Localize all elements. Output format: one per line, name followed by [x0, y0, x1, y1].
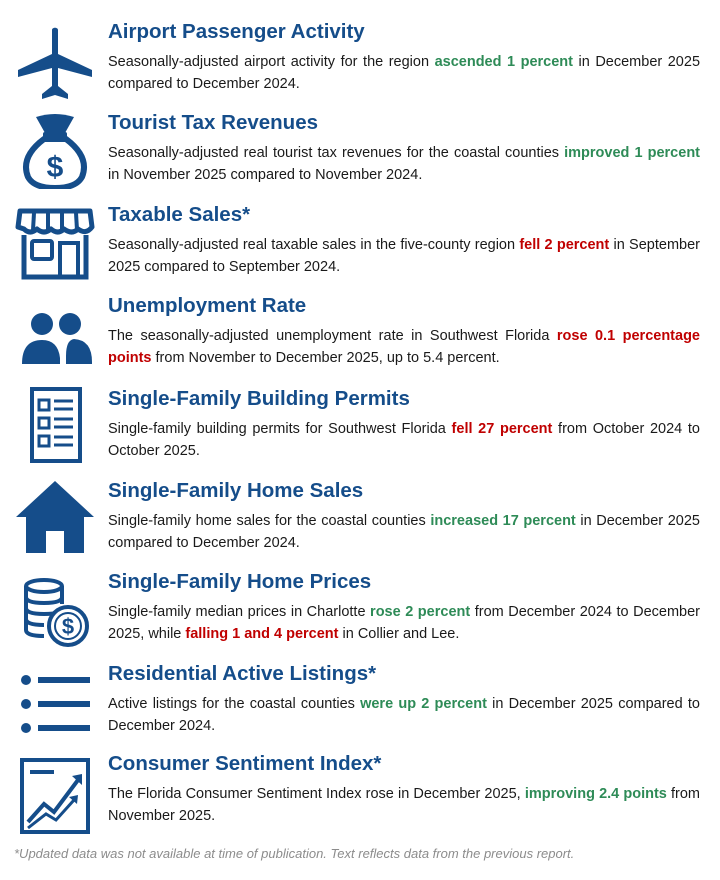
highlight-negative: fell 2 percent [519, 237, 610, 253]
permit-document-icon [14, 387, 96, 463]
item-title: Single-Family Building Permits [108, 387, 410, 410]
item-description: Seasonally-adjusted airport activity for the region ascended 1 percent in December 2025 compared to December 2024. [108, 54, 701, 92]
item-description: Active listings for the coastal counties were up 2 percent in December 2025 compared to December 2024. [108, 696, 700, 734]
list-icon [14, 668, 96, 744]
money-bag-icon [14, 113, 96, 189]
highlight-positive: improved 1 percent [564, 145, 701, 161]
highlight-positive: ascended 1 percent [434, 54, 573, 70]
item-title: Tourist Tax Revenues [108, 111, 318, 134]
svg-text:$: $ [61, 614, 75, 639]
highlight-positive: increased 17 percent [430, 513, 576, 529]
airplane-icon [14, 26, 96, 102]
item-title: Single-Family Home Sales [108, 479, 364, 502]
footnote: *Updated data was not available at time of publication. Text reflects data from the previous report. [14, 846, 575, 861]
trend-chart-icon [14, 758, 96, 834]
item-title: Taxable Sales* [108, 203, 251, 226]
house-icon [14, 479, 96, 555]
highlight-positive: were up 2 percent [360, 696, 487, 712]
item-description: Seasonally-adjusted real tourist tax revenues for the coastal counties improved 1 percent in November 2025 compared to November 2024. [108, 145, 701, 183]
users-icon [14, 302, 96, 378]
coins-icon [14, 574, 96, 650]
item-title: Residential Active Listings* [108, 662, 377, 685]
item-title: Airport Passenger Activity [108, 20, 365, 43]
item-title: Unemployment Rate [108, 294, 307, 317]
item-description: Seasonally-adjusted real taxable sales in the five-county region fell 2 percent in September 2025 compared to September 2024. [108, 237, 700, 275]
item-description: Single-family building permits for Southwest Florida fell 27 percent from October 2024 to October 2025. [108, 421, 700, 459]
svg-text:$: $ [46, 151, 64, 184]
highlight-negative: falling 1 and 4 percent [185, 626, 339, 642]
highlight-negative: rose 0.1 percentage points [108, 328, 700, 366]
item-description: Single-family median prices in Charlotte rose 2 percent from December 2024 to December 2025, while falling 1 and 4 percent in Collier and Lee. [108, 604, 701, 642]
highlight-positive: rose 2 percent [370, 604, 471, 620]
item-description: Single-family home sales for the coastal counties increased 17 percent in December 2025 compared to December 2024. [108, 513, 700, 551]
item-title: Single-Family Home Prices [108, 570, 372, 593]
highlight-negative: fell 27 percent [451, 421, 553, 437]
item-title: Consumer Sentiment Index* [108, 752, 382, 775]
item-description: The Florida Consumer Sentiment Index rose in December 2025, improving 2.4 points from November 2025. [108, 786, 700, 824]
item-description: The seasonally-adjusted unemployment rate in Southwest Florida rose 0.1 percentage points from November to December 2025, up to 5.4 percent. [108, 328, 700, 366]
highlight-positive: improving 2.4 points [524, 786, 667, 802]
storefront-icon [14, 205, 96, 281]
